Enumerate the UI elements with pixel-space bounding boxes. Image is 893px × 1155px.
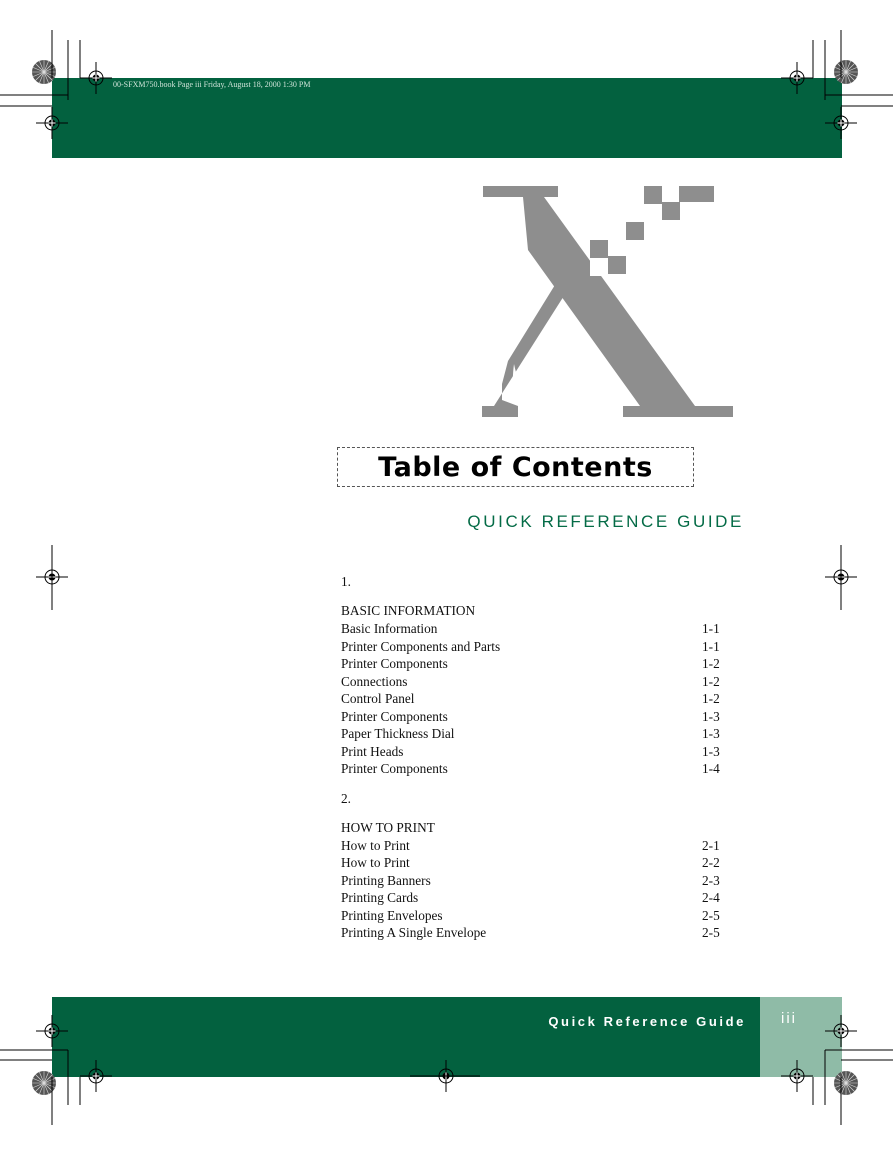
entry-label: Printing Cards xyxy=(341,890,419,905)
entry-page: 1-2 xyxy=(702,691,720,706)
entry-label: Printing Envelopes xyxy=(341,907,443,923)
entry-label: Print Heads xyxy=(341,743,404,759)
entry-page: 2-2 xyxy=(702,855,720,870)
entry-label: How to Print xyxy=(341,855,410,870)
entry-label: Paper Thickness Dial xyxy=(341,726,455,741)
entry-label: Printing A Single Envelope xyxy=(341,925,487,940)
subtitle: QUICK REFERENCE GUIDE xyxy=(467,512,744,531)
page-number: iii xyxy=(781,1010,797,1027)
entry-page: 2-3 xyxy=(702,872,720,888)
chapter-number: 2. xyxy=(341,790,351,806)
entry-label: How to Print xyxy=(341,837,410,853)
entry-label: Basic Information xyxy=(341,621,438,636)
entry-page: 2-1 xyxy=(702,837,720,853)
print-slug: 00-SFXM750.book Page iii Friday, August 18, 2000 1:30 PM xyxy=(113,80,311,89)
entry-page: 1-3 xyxy=(702,726,720,741)
page-title: Table of Contents xyxy=(378,451,653,483)
entry-label: Printer Components xyxy=(341,708,448,724)
footer-title: Quick Reference Guide xyxy=(548,1014,746,1029)
chapter-title: BASIC INFORMATION xyxy=(341,603,476,618)
entry-label: Printer Components and Parts xyxy=(341,638,501,654)
entry-page: 1-1 xyxy=(702,638,720,654)
entry-label: Connections xyxy=(341,673,408,689)
color-target-icon xyxy=(834,60,858,84)
color-target-icon xyxy=(834,1071,858,1095)
entry-label: Printer Components xyxy=(341,656,448,671)
entry-label: Printer Components xyxy=(341,761,448,776)
chapter-title: HOW TO PRINT xyxy=(341,819,435,835)
entry-page: 2-4 xyxy=(702,890,720,905)
entry-page: 1-3 xyxy=(702,743,720,759)
entry-page: 1-1 xyxy=(702,621,720,636)
entry-page: 1-3 xyxy=(702,708,720,724)
entry-label: Printing Banners xyxy=(341,872,431,888)
entry-page: 1-2 xyxy=(702,673,720,689)
entry-page: 2-5 xyxy=(702,925,720,940)
chapter-number: 1. xyxy=(341,574,351,589)
entry-page: 1-4 xyxy=(702,761,720,776)
entry-label: Control Panel xyxy=(341,691,415,706)
entry-page: 2-5 xyxy=(702,907,720,923)
entry-page: 1-2 xyxy=(702,656,720,671)
